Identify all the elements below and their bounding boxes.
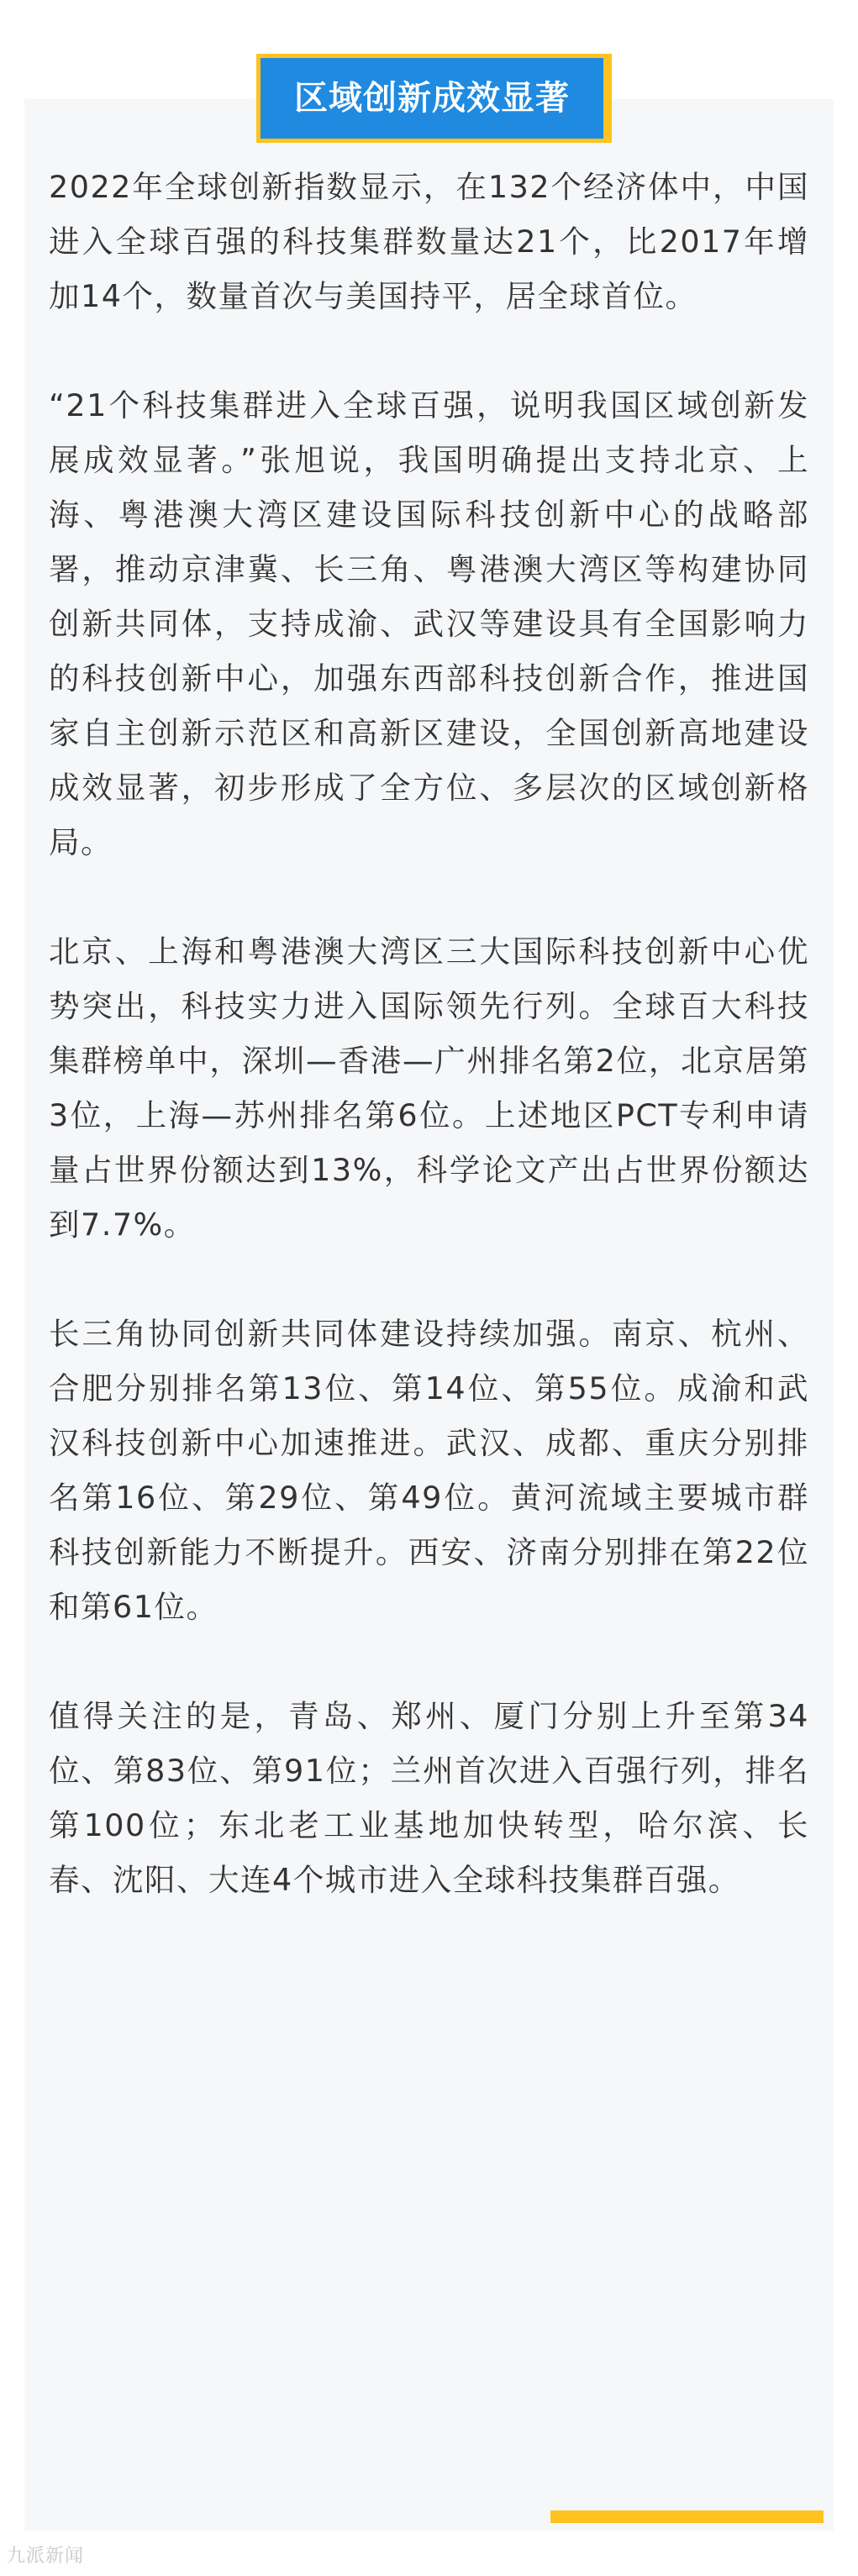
- watermark-text: 九派新闻: [7, 2546, 85, 2567]
- paragraph-3: 北京、上海和粤港澳大湾区三大国际科技创新中心优势突出，科技实力进入国际领先行列。全球百大科技集群榜单中，深圳—香港—广州排名第2位，北京居第3位，上海—苏州排名第6位。上述地区PCT专利申请量占世界份额达到13%，科学论文产出占世界份额达到7.7%。: [49, 933, 809, 1243]
- paragraph-5: 值得关注的是，青岛、郑州、厦门分别上升至第34位、第83位、第91位；兰州首次进入百强行列，排名第100位；东北老工业基地加快转型，哈尔滨、长春、沈阳、大连4个城市进入全球科技集群百强。: [49, 1698, 809, 1898]
- article-body: [49, 160, 809, 1962]
- bottom-accent-bar: [550, 2510, 824, 2523]
- paragraph-2: “21个科技集群进入全球百强，说明我国区域创新发展成效显著。”张旭说，我国明确提出支持北京、上海、粤港澳大湾区建设国际科技创新中心的战略部署，推动京津冀、长三角、粤港澳大湾区等构建协同创新共同体，支持成渝、武汉等建设具有全国影响力的科技创新中心，加强东西部科技创新合作，推进国家自主创新示范区和高新区建设，全国创新高地建设成效显著，初步形成了全方位、多层次的区域创新格局。: [49, 387, 809, 860]
- section-title: 区域创新成效显著: [261, 58, 603, 139]
- watermark-logo: [7, 2542, 84, 2568]
- paragraph-1: 2022年全球创新指数显示，在132个经济体中，中国进入全球百强的科技集群数量达21个，比2017年增加14个，数量首次与美国持平，居全球首位。: [49, 169, 809, 314]
- paragraph-4: 长三角协同创新共同体建设持续加强。南京、杭州、合肥分别排名第13位、第14位、第55位。成渝和武汉科技创新中心加速推进。武汉、成都、重庆分别排名第16位、第29位、第49位。黄河流域主要城市群科技创新能力不断提升。西安、济南分别排在第22位和第61位。: [49, 1316, 809, 1625]
